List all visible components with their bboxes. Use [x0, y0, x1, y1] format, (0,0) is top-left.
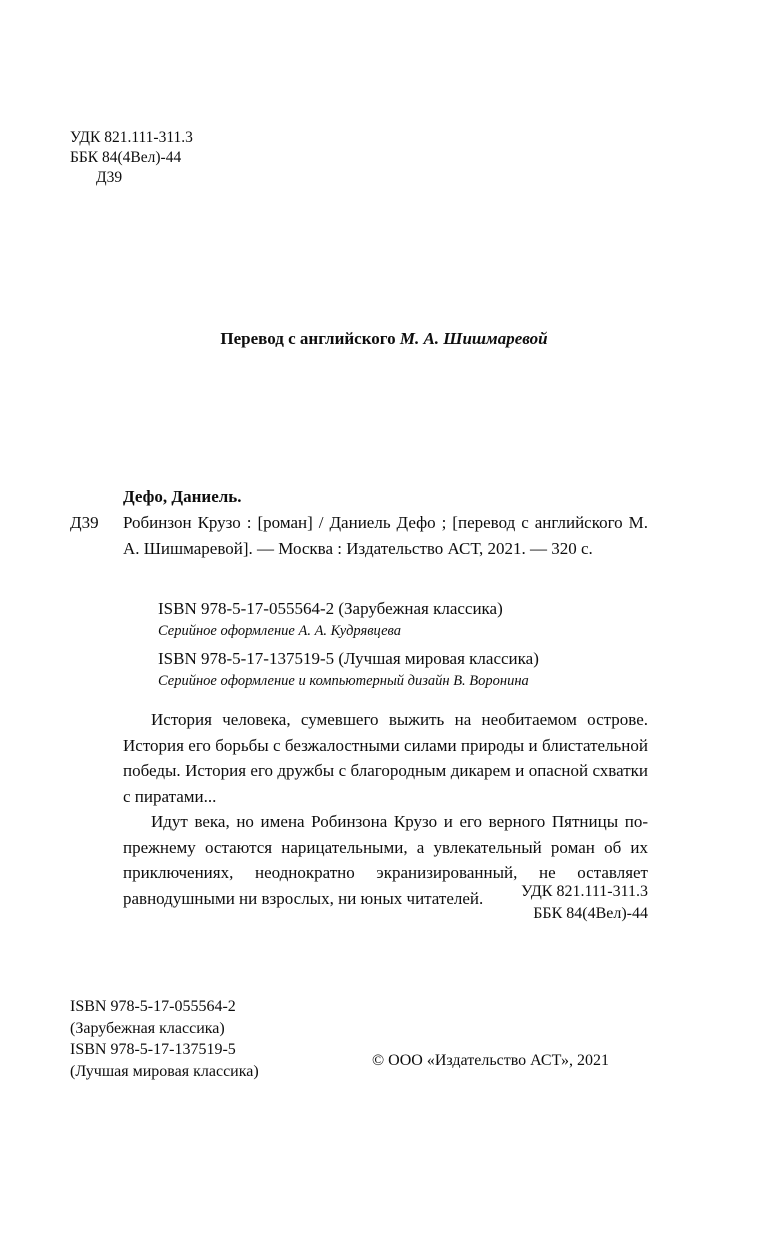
classification-block-top: [70, 128, 193, 188]
footer-isbn-1: ISBN 978-5-17-055564-2: [70, 998, 236, 1015]
bibliographic-record: [70, 486, 648, 562]
translator-name: М. А. Шишмаревой: [399, 329, 548, 348]
annotation-paragraph-1: История человека, сумевшего выжить на необитаемом острове. История его борьбы с безжалостными силами природы и блистательной победы. История его дружбы с благородным дикарем и опасной схватки с пиратами...: [123, 710, 648, 806]
record-author: Дефо, Даниель.: [123, 487, 242, 506]
translator-label: Перевод с английского: [220, 329, 400, 348]
copyright-notice: © ООО «Издательство АСТ», 2021: [372, 1052, 609, 1069]
translator-credit: [0, 328, 768, 350]
footer-series-2: (Лучшая мировая классика): [70, 1062, 259, 1080]
footer-isbn-block: [70, 996, 259, 1082]
isbn-line-foreign-classics: ISBN 978-5-17-055564-2 (Зарубежная классика): [158, 599, 503, 618]
series-design-credit-2: Серийное оформление и компьютерный дизайн В. Воронина: [158, 673, 529, 689]
bbk-code-repeat: ББК 84(4Вел)-44: [533, 905, 648, 922]
record-description: Робинзон Крузо : [роман] / Даниель Дефо ; [перевод с английского М. А. Шишмаревой]. — Москва : Издательство АСТ, 2021. — 320 с.: [123, 513, 648, 558]
footer-isbn-2: ISBN 978-5-17-137519-5: [70, 1041, 236, 1058]
isbn-line-best-world-classics: ISBN 978-5-17-137519-5 (Лучшая мировая классика): [158, 649, 539, 668]
udc-code-repeat: УДК 821.111-311.3: [521, 883, 648, 900]
series-design-credit-1: Серийное оформление А. А. Кудрявцева: [158, 623, 402, 639]
shelf-code-top: Д39: [96, 169, 123, 186]
udc-code-top: УДК 821.111-311.3: [70, 129, 193, 146]
annotation-paragraph-2: Идут века, но имена Робинзона Крузо и его верного Пятницы по-прежнему остаются нарицательными, а увлекательный роман об их приключениях, неоднократно экранизированный, не оставляет равнодушными ни взрослых, ни юных читателей.: [123, 812, 648, 908]
classification-block-repeat: [300, 881, 648, 925]
record-shelf-code: Д39: [70, 513, 99, 532]
record-body: [70, 510, 648, 562]
isbn-series-block: [158, 597, 658, 692]
bbk-code-top: ББК 84(4Вел)-44: [70, 149, 182, 166]
footer-series-1: (Зарубежная классика): [70, 1019, 225, 1037]
